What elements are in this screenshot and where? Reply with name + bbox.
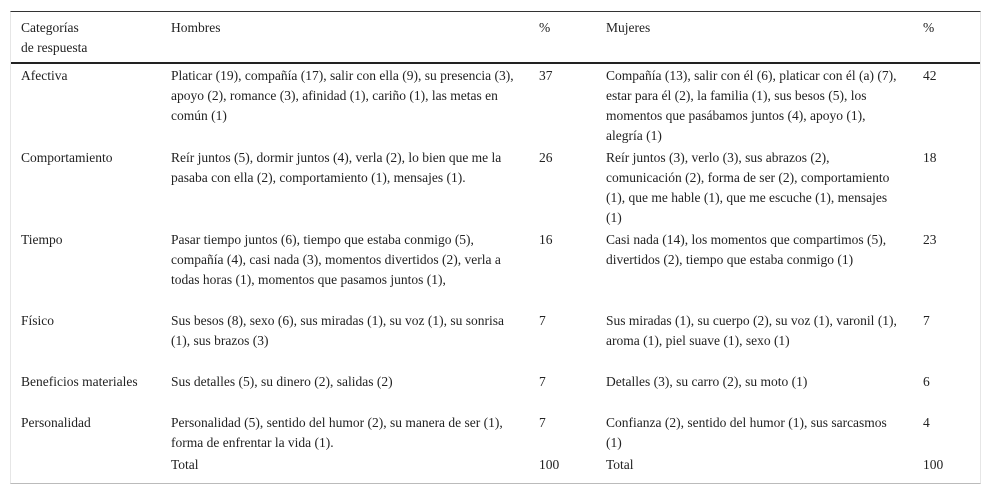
table-row [11, 63, 980, 147]
row-men-percent: 16 [539, 232, 553, 247]
row-men-percent: 26 [539, 150, 553, 165]
table-row [11, 371, 980, 412]
row-men-responses: Reír juntos (5), dormir juntos (4), verla (2), lo bien que me la pasaba con ella (2), comportamiento (1), mensajes (1). [171, 150, 502, 185]
table-row [11, 412, 980, 454]
row-men-responses: Sus detalles (5), su dinero (2), salidas (2) [171, 374, 393, 389]
row-category: Comportamiento [21, 150, 113, 165]
row-women-responses: Compañía (13), salir con él (6), platicar con él (a) (7), estar para él (2), la familia (1), sus besos (5), los momentos que pasábamos juntos (4), apoyo (1), alegría (1) [606, 68, 897, 143]
total-men-label: Total [171, 457, 199, 472]
response-categories-table [11, 12, 980, 476]
row-men-percent: 37 [539, 68, 553, 83]
row-men-responses: Sus besos (8), sexo (6), sus miradas (1), su voz (1), su sonrisa (1), sus brazos (3) [171, 313, 504, 348]
row-women-percent: 18 [923, 150, 937, 165]
header-category-line2: de respuesta [21, 40, 88, 55]
row-category: Físico [21, 313, 55, 328]
row-category: Beneficios materiales [21, 374, 138, 389]
table-row [11, 310, 980, 371]
row-category: Afectiva [21, 68, 68, 83]
row-category: Tiempo [21, 232, 63, 247]
table-row [11, 147, 980, 229]
row-women-percent: 23 [923, 232, 937, 247]
total-category-empty [11, 454, 161, 476]
row-women-percent: 6 [923, 374, 930, 389]
row-men-percent: 7 [539, 313, 546, 328]
header-men-percent: % [529, 12, 596, 63]
row-women-responses: Sus miradas (1), su cuerpo (2), su voz (1), varonil (1), aroma (1), piel suave (1), sexo (1) [606, 313, 897, 348]
row-women-responses: Casi nada (14), los momentos que compartimos (5), divertidos (2), tiempo que estaba conmigo (1) [606, 232, 887, 267]
header-women-percent: % [913, 12, 980, 63]
row-category: Personalidad [21, 415, 91, 430]
row-men-responses: Pasar tiempo juntos (6), tiempo que estaba conmigo (5), compañía (4), casi nada (3), momentos divertidos (2), verla a todas horas (1), momentos que pasamos juntos (1), [171, 232, 501, 287]
table-row [11, 229, 980, 310]
total-row [11, 454, 980, 476]
row-men-percent: 7 [539, 415, 546, 430]
total-men-percent: 100 [539, 457, 560, 472]
row-women-responses: Reír juntos (3), verlo (3), sus abrazos (2), comunicación (2), forma de ser (2), comportamiento (1), que me hable (1), que me escuche (1), mensajes (1) [606, 150, 890, 225]
header-category [11, 12, 161, 63]
row-men-responses: Platicar (19), compañía (17), salir con ella (9), su presencia (3), apoyo (2), romance (3), afinidad (1), cariño (1), las metas en común (1) [171, 68, 514, 123]
row-men-percent: 7 [539, 374, 546, 389]
row-men-responses: Personalidad (5), sentido del humor (2), su manera de ser (1), forma de enfrentar la vida (1). [171, 415, 503, 450]
header-row [11, 12, 980, 63]
response-categories-table-container [10, 11, 981, 484]
row-women-percent: 4 [923, 415, 930, 430]
header-category-line1: Categorías [21, 20, 79, 35]
table-body [11, 63, 980, 476]
table-header [11, 12, 980, 63]
total-women-label: Total [606, 457, 634, 472]
header-women: Mujeres [596, 12, 913, 63]
total-women-percent: 100 [923, 457, 944, 472]
row-women-percent: 42 [923, 68, 937, 83]
header-men: Hombres [161, 12, 529, 63]
row-women-responses: Confianza (2), sentido del humor (1), sus sarcasmos (1) [606, 415, 887, 450]
row-women-responses: Detalles (3), su carro (2), su moto (1) [606, 374, 808, 389]
row-women-percent: 7 [923, 313, 930, 328]
